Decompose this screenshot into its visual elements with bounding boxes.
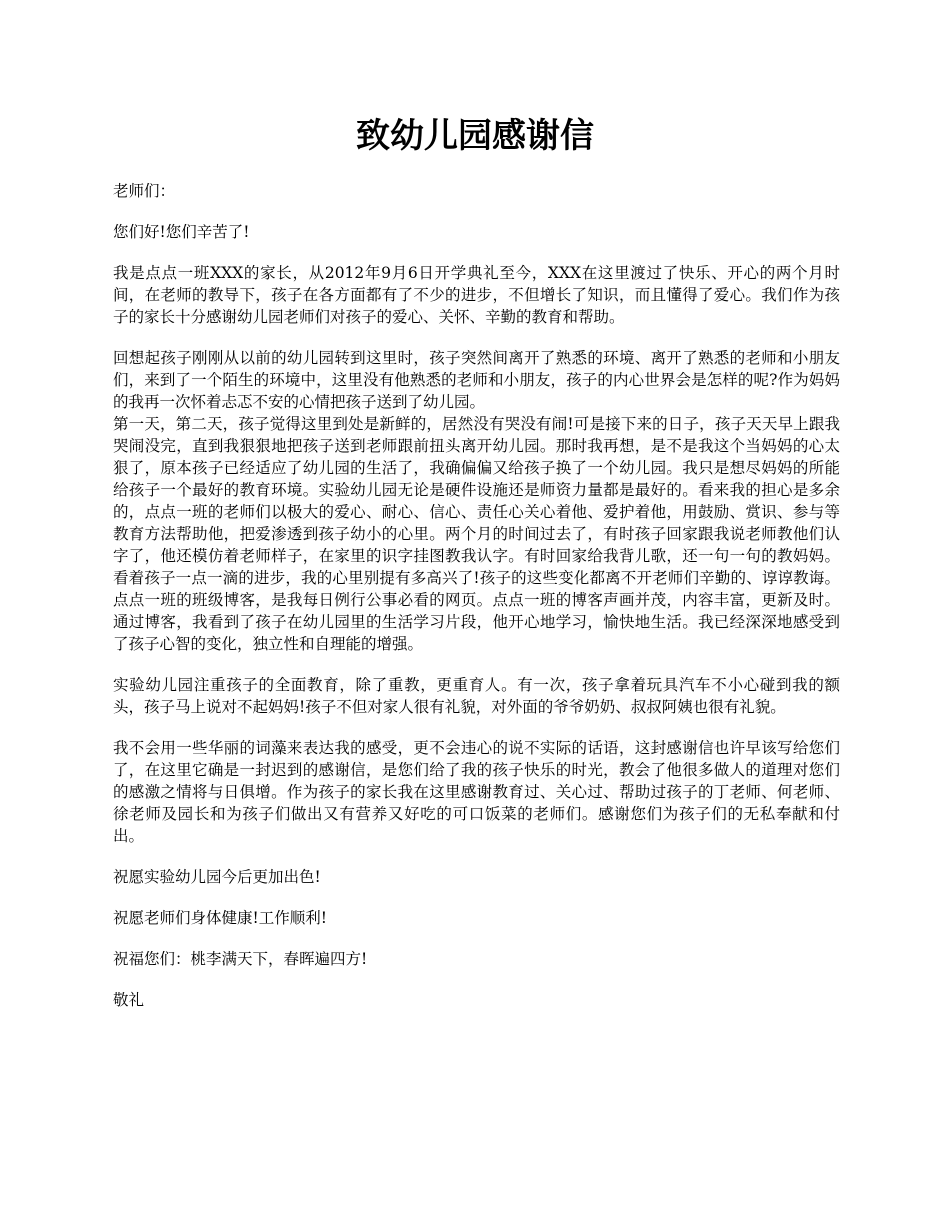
paragraph: 第一天，第二天，孩子觉得这里到处是新鲜的，居然没有哭没有闹!可是接下来的日子，孩子天天早上跟我哭闹没完，直到我狠狠地把孩子送到老师跟前扭头离开幼儿园。那时我再想，是不是我这个当妈妈的心太狠了，原本孩子已经适应了幼儿园的生活了，我确偏偏又给孩子换了一个幼儿园。我只是想尽妈妈的所能给孩子一个最好的教育环境。实验幼儿园无论是硬件设施还是师资力量都是最好的。看来我的担心是多余的，点点一班的老师们以极大的爱心、耐心、信心、责任心关心着他、爱护着他，用鼓励、赏识、参与等教育方法帮助他，把爱渗透到孩子幼小的心里。两个月的时间过去了，有时孩子回家跟我说老师教他们认字了，他还模仿着老师样子，在家里的识字挂图教我认字。有时回家给我背儿歌，还一句一句的教妈妈。看着孩子一点一滴的进步，我的心里别提有多高兴了!孩子的这些变化都离不开老师们辛勤的、谆谆教诲。点点一班的班级博客，是我每日例行公事必看的网页。点点一班的博客声画并茂，内容丰富，更新及时。通过博客，我看到了孩子在幼儿园里的生活学习片段，他开心地学习，愉快地生活。我已经深深地感受到了孩子心智的变化，独立性和自理能的增强。 <box>113 415 840 653</box>
paragraph: 回想起孩子刚刚从以前的幼儿园转到这里时，孩子突然间离开了熟悉的环境、离开了熟悉的老师和小朋友们，来到了一个陌生的环境中，这里没有他熟悉的老师和小朋友，孩子的内心世界会是怎样的呢?作为妈妈的我再一次怀着忐忑不安的心情把孩子送到了幼儿园。 <box>113 349 840 411</box>
paragraph: 实验幼儿园注重孩子的全面教育，除了重教，更重育人。有一次，孩子拿着玩具汽车不小心碰到我的额头，孩子马上说对不起妈妈!孩子不但对家人很有礼貌，对外面的爷爷奶奶、叔叔阿姨也很有礼貌。 <box>113 676 840 716</box>
greeting: 您们好!您们辛苦了! <box>113 223 250 241</box>
closing: 敬礼 <box>113 991 145 1009</box>
wish-line: 祝愿老师们身体健康!工作顺利! <box>113 909 327 927</box>
wish-line: 祝福您们：桃李满天下，春晖遍四方! <box>113 950 368 968</box>
page-title: 致幼儿园感谢信 <box>356 116 594 156</box>
salutation: 老师们： <box>113 182 176 200</box>
paragraph: 我不会用一些华丽的词藻来表达我的感受，更不会违心的说不实际的话语，这封感谢信也许早该写给您们了，在这里它确是一封迟到的感谢信，是您们给了我的孩子快乐的时光，教会了他很多做人的道理对您们的感激之情将与日俱增。作为孩子的家长我在这里感谢教育过、关心过、帮助过孩子的丁老师、何老师、徐老师及园长和为孩子们做出又有营养又好吃的可口饭菜的老师们。感谢您们为孩子们的无私奉献和付出。 <box>113 739 840 845</box>
wish-line: 祝愿实验幼儿园今后更加出色! <box>113 868 321 886</box>
paragraph: 我是点点一班XXX的家长，从2012年9月6日开学典礼至今，XXX在这里渡过了快乐、开心的两个月时间，在老师的教导下，孩子在各方面都有了不少的进步，不但增长了知识，而且懂得了爱心。我们作为孩子的家长十分感谢幼儿园老师们对孩子的爱心、关怀、辛勤的教育和帮助。 <box>113 264 840 326</box>
letter-body <box>113 180 840 1030</box>
